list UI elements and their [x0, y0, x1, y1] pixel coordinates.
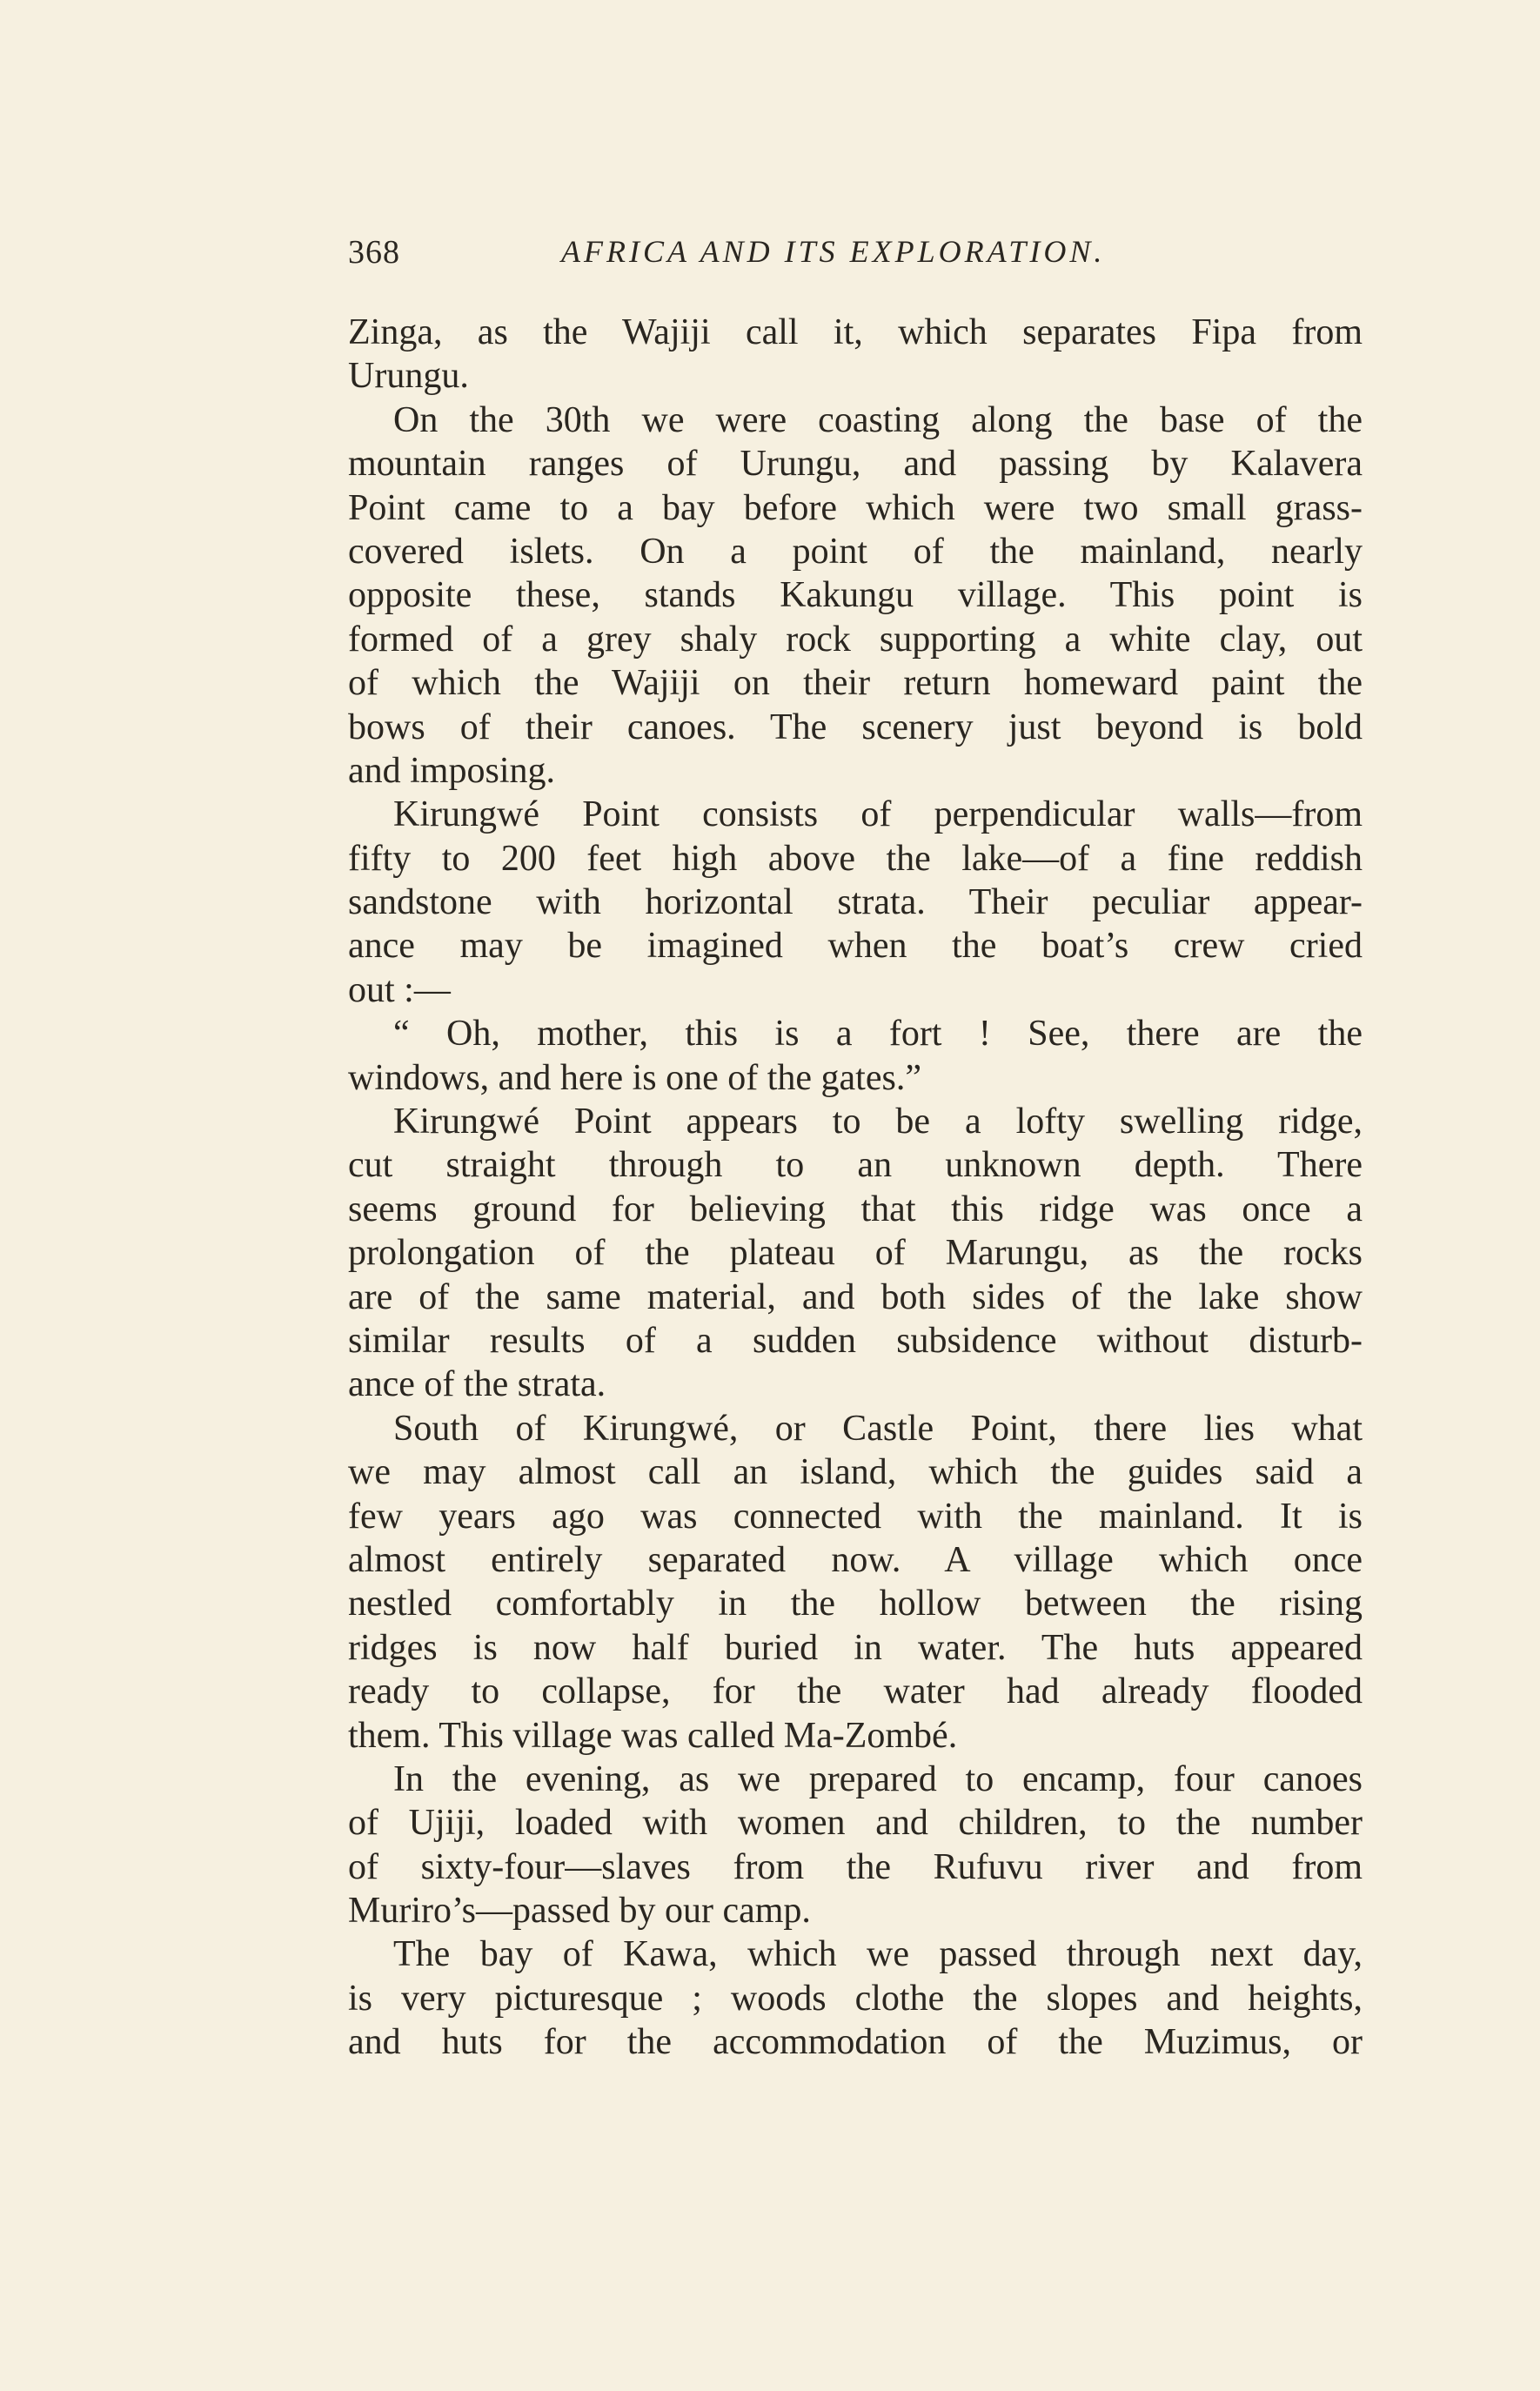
text-line: Point came to a bay before which were two small grass- — [348, 487, 1363, 528]
text-line: sandstone with horizontal strata. Their peculiar appear- — [348, 882, 1363, 923]
text-line: almost entirely separated now. A village which once — [348, 1539, 1363, 1580]
body-text — [348, 311, 1363, 2065]
text-line: Kirungwé Point consists of perpendicular walls—from — [393, 794, 1363, 835]
text-line: of Ujiji, loaded with women and children, to the number — [348, 1803, 1363, 1844]
text-line: covered islets. On a point of the mainland, nearly — [348, 531, 1363, 572]
text-line: cut straight through to an unknown depth. There — [348, 1145, 1363, 1186]
text-line: and imposing. — [348, 750, 555, 791]
text-line: opposite these, stands Kakungu village. This point is — [348, 575, 1363, 616]
text-line: seems ground for believing that this ridge was once a — [348, 1189, 1363, 1229]
text-line: In the evening, as we prepared to encamp, four canoes — [393, 1758, 1363, 1799]
text-line: nestled comfortably in the hollow between the rising — [348, 1584, 1363, 1624]
text-line: “ Oh, mother, this is a fort ! See, there are the — [393, 1014, 1363, 1055]
page-header — [348, 233, 1366, 285]
page-number: 368 — [348, 234, 400, 271]
text-line: Kirungwé Point appears to be a lofty swelling ridge, — [393, 1102, 1363, 1142]
running-head: AFRICA AND ITS EXPLORATION. — [561, 234, 1106, 269]
text-line: windows, and here is one of the gates.” — [348, 1057, 921, 1098]
text-line: Muriro’s—passed by our camp. — [348, 1891, 811, 1932]
text-line: On the 30th we were coasting along the base of the — [393, 399, 1363, 440]
text-line: and huts for the accommodation of the Muzimus, or — [348, 2022, 1363, 2063]
text-line: are of the same material, and both sides of the lake show — [348, 1276, 1363, 1317]
text-line: ance may be imagined when the boat’s crew cried — [348, 926, 1363, 967]
text-line: ridges is now half buried in water. The huts appeared — [348, 1627, 1363, 1668]
text-line: of sixty-four—slaves from the Rufuvu river and from — [348, 1846, 1363, 1887]
text-line: few years ago was connected with the mainland. It is — [348, 1496, 1363, 1537]
text-line: similar results of a sudden subsidence without disturb- — [348, 1320, 1363, 1361]
text-line: bows of their canoes. The scenery just beyond is bold — [348, 707, 1363, 747]
text-line: Zinga, as the Wajiji call it, which separates Fipa from — [348, 312, 1363, 352]
text-line: we may almost call an island, which the guides said a — [348, 1452, 1363, 1493]
text-line: The bay of Kawa, which we passed through next day, — [393, 1934, 1363, 1975]
text-line: fifty to 200 feet high above the lake—of a fine reddish — [348, 838, 1363, 879]
text-line: formed of a grey shaly rock supporting a white clay, out — [348, 619, 1363, 660]
text-line: Urungu. — [348, 356, 469, 397]
text-line: ready to collapse, for the water had already flooded — [348, 1671, 1363, 1712]
text-line: prolongation of the plateau of Marungu, as the rocks — [348, 1233, 1363, 1274]
text-line: out :— — [348, 969, 451, 1010]
text-line: South of Kirungwé, or Castle Point, there lies what — [393, 1408, 1363, 1449]
text-line: mountain ranges of Urungu, and passing by Kalavera — [348, 444, 1363, 485]
text-line: of which the Wajiji on their return homeward paint the — [348, 663, 1363, 704]
text-line: ance of the strata. — [348, 1364, 606, 1405]
text-line: them. This village was called Ma-Zombé. — [348, 1715, 958, 1756]
text-line: is very picturesque ; woods clothe the slopes and heights, — [348, 1978, 1363, 2019]
